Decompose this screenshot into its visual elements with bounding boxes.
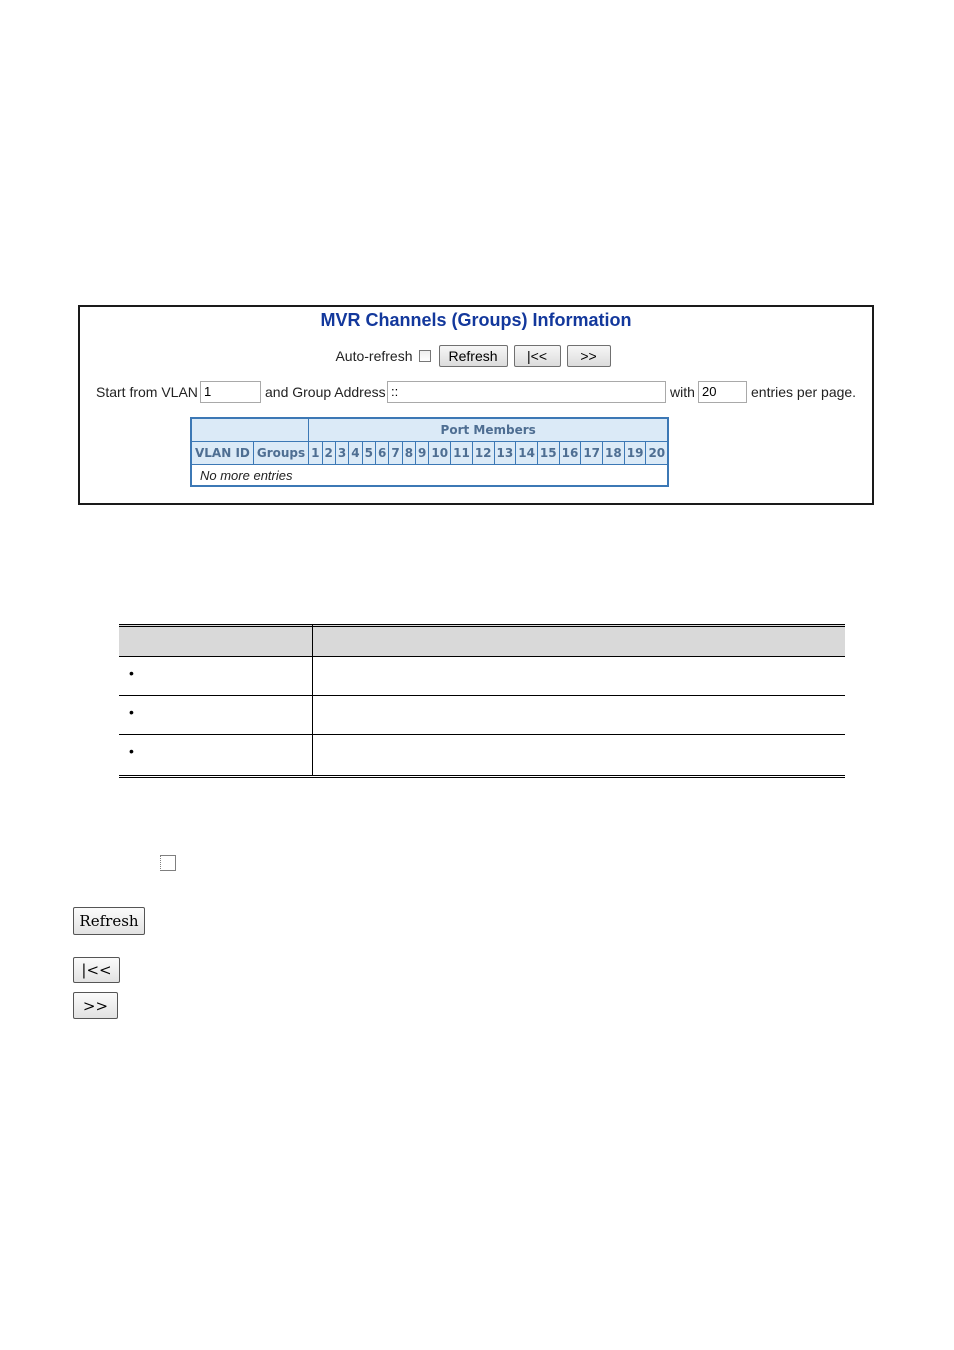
port-header: 14 <box>516 442 538 465</box>
port-header: 1 <box>309 442 322 465</box>
port-header: 16 <box>559 442 581 465</box>
group-address-label: and Group Address <box>265 384 386 400</box>
bullet: • <box>129 704 134 720</box>
port-header: 3 <box>335 442 348 465</box>
description-row <box>119 735 845 778</box>
port-header: 8 <box>402 442 415 465</box>
port-header: 19 <box>624 442 646 465</box>
mvr-channels-screenshot <box>78 305 874 505</box>
next-page-button[interactable]: >> <box>567 345 611 367</box>
column-divider <box>312 624 313 776</box>
start-filter-row <box>96 381 866 403</box>
refresh-button-legend[interactable]: Refresh <box>73 907 145 935</box>
page-title: MVR Channels (Groups) Information <box>320 310 632 330</box>
port-header: 2 <box>322 442 335 465</box>
port-header: 18 <box>603 442 625 465</box>
table-header-blank <box>191 418 309 442</box>
with-label: with <box>670 384 695 400</box>
refresh-button[interactable]: Refresh <box>439 345 508 367</box>
start-from-vlan-label: Start from VLAN <box>96 384 198 400</box>
group-address-input[interactable]: :: <box>387 381 666 403</box>
description-table-header <box>119 624 845 657</box>
auto-refresh-checkbox[interactable] <box>419 350 431 362</box>
port-header: 5 <box>362 442 375 465</box>
port-header: 11 <box>451 442 473 465</box>
port-header: 12 <box>472 442 494 465</box>
next-page-button-legend[interactable]: >> <box>73 992 118 1019</box>
auto-refresh-label: Auto-refresh <box>335 348 413 364</box>
port-header: 10 <box>429 442 451 465</box>
vlan-id-header: VLAN ID <box>191 442 253 465</box>
entries-per-page-input[interactable]: 20 <box>698 381 747 403</box>
port-header: 13 <box>494 442 516 465</box>
description-row <box>119 657 845 696</box>
no-entries-cell: No more entries <box>191 465 668 487</box>
groups-header: Groups <box>253 442 308 465</box>
bullet: • <box>129 743 134 759</box>
port-header: 17 <box>581 442 603 465</box>
bullet: • <box>129 665 134 681</box>
port-header: 7 <box>389 442 402 465</box>
start-vlan-input[interactable]: 1 <box>200 381 261 403</box>
port-header: 15 <box>537 442 559 465</box>
entries-per-page-label: entries per page. <box>751 384 857 400</box>
port-header: 6 <box>375 442 388 465</box>
first-page-button[interactable]: |<< <box>514 345 561 367</box>
description-table <box>119 624 845 778</box>
port-members-header: Port Members <box>309 418 668 442</box>
first-page-button-legend[interactable]: |<< <box>73 957 120 983</box>
port-header: 9 <box>416 442 429 465</box>
port-header: 20 <box>646 442 668 465</box>
auto-refresh-checkbox-legend[interactable] <box>160 855 176 871</box>
refresh-controls <box>80 344 872 368</box>
description-row <box>119 696 845 735</box>
mvr-channels-table <box>190 417 669 487</box>
port-header: 4 <box>349 442 362 465</box>
